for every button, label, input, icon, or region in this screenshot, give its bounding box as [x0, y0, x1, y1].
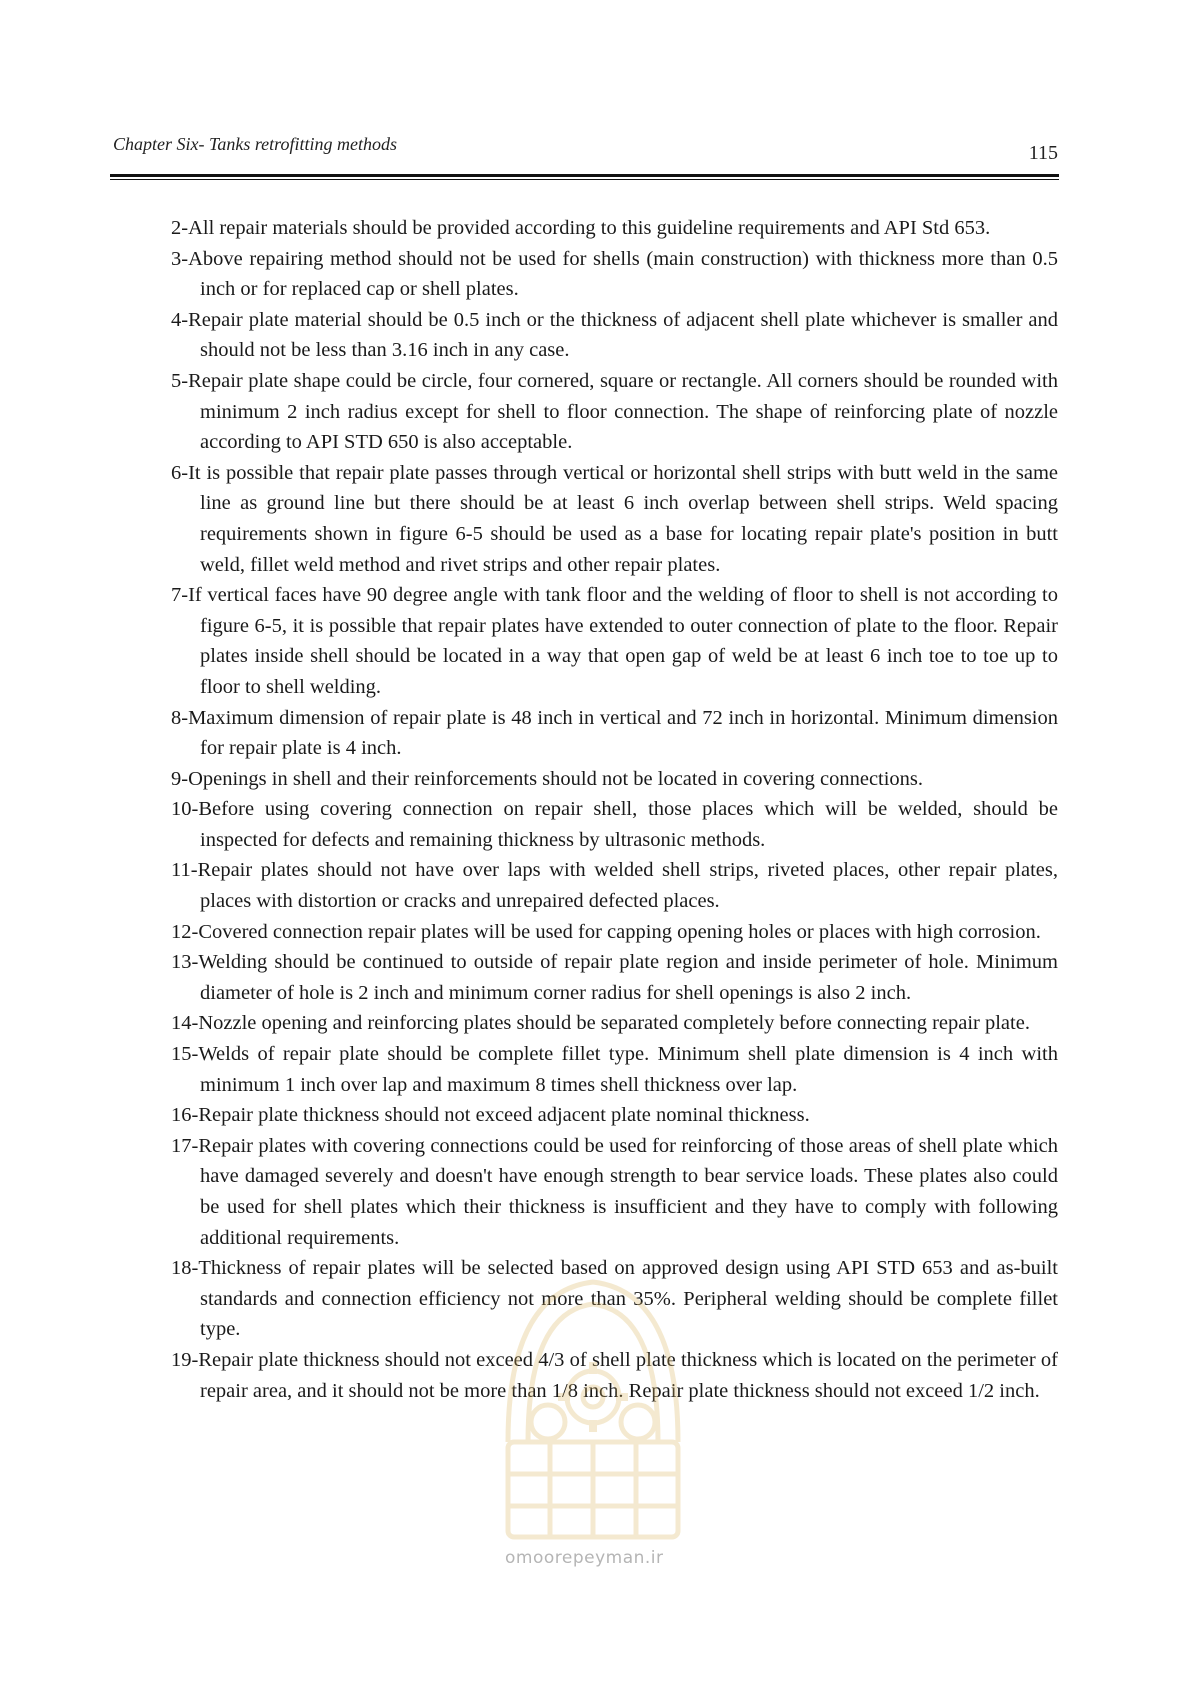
list-item: 2-All repair materials should be provided according to this guideline requirements and API Std 653.	[171, 217, 991, 239]
list-item: 7-If vertical faces have 90 degree angle with tank floor and the welding of floor to shell is not according to figure 6-5, it is possible that repair plates have extended to outer connection of plate to the floor. Repair plates inside shell should be located in a way that open gap of weld be at least 6 inch toe to toe up to floor to shell welding.	[171, 584, 1058, 698]
list-item: 5-Repair plate shape could be circle, four cornered, square or rectangle. All corners should be rounded with minimum 2 inch radius except for shell to floor connection. The shape of reinforcing plate of nozzle according to API STD 650 is also acceptable.	[171, 369, 1058, 454]
running-header	[113, 134, 1058, 174]
list-item: 14-Nozzle opening and reinforcing plates should be separated completely before connecting repair plate.	[171, 1012, 1030, 1035]
list-item: 15-Welds of repair plate should be complete fillet type. Minimum shell plate dimension is 4 inch with minimum 1 inch over lap and maximum 8 times shell thickness over lap.	[171, 1043, 1058, 1096]
list-item: 4-Repair plate material should be 0.5 inch or the thickness of adjacent shell plate whichever is smaller and should not be less than 3.16 inch in any case.	[171, 308, 1058, 362]
header-rule-thick	[110, 174, 1059, 177]
list-item: 8-Maximum dimension of repair plate is 48 inch in vertical and 72 inch in horizontal. Minimum dimension for repair plate is 4 inch.	[171, 706, 1058, 760]
list-item: 13-Welding should be continued to outside of repair plate region and inside perimeter of hole. Minimum diameter of hole is 2 inch and minimum corner radius for shell openings is also 2 inch.	[171, 951, 1058, 1004]
list-item: 10-Before using covering connection on repair shell, those places which will be welded, should be inspected for defects and remaining thickness by ultrasonic methods.	[171, 798, 1058, 851]
requirements-list	[171, 213, 1058, 1406]
list-item: 19-Repair plate thickness should not exceed 4/3 of shell plate thickness which is located on the perimeter of repair area, and it should not be more than 1/8 inch. Repair plate thickness should not exceed 1/2 inch.	[171, 1348, 1058, 1402]
list-item: 17-Repair plates with covering connections could be used for reinforcing of those areas of shell plate which have damaged severely and doesn't have enough strength to bear service loads. These plates also could be used for shell plates which their thickness is insufficient and they have to comply with following additional requirements.	[171, 1134, 1058, 1249]
list-item: 11-Repair plates should not have over laps with welded shell strips, riveted places, other repair plates, places with distortion or cracks and unrepaired defected places.	[171, 859, 1058, 913]
list-item: 12-Covered connection repair plates will be used for capping opening holes or places with high corrosion.	[171, 920, 1041, 943]
list-item: 6-It is possible that repair plate passes through vertical or horizontal shell strips with butt weld in the same line as ground line but there should be at least 6 inch overlap between shell strips. Weld spacing requirements shown in figure 6-5 should be used as a base for locating repair plate's position in butt weld, fillet weld method and rivet strips and other repair plates.	[171, 461, 1058, 576]
list-item: 9-Openings in shell and their reinforcements should not be located in covering connections.	[171, 767, 924, 790]
chapter-title: Chapter Six- Tanks retrofitting methods	[113, 134, 398, 154]
page-number: 115	[1028, 142, 1058, 164]
header-rule-thin	[110, 179, 1059, 180]
list-item: 3-Above repairing method should not be used for shells (main construction) with thickness more than 0.5 inch or for replaced cap or shell plates.	[171, 247, 1058, 301]
watermark-text: omoorepeyman.ir	[505, 1548, 664, 1568]
list-item: 16-Repair plate thickness should not exceed adjacent plate nominal thickness.	[171, 1104, 810, 1127]
list-item: 18-Thickness of repair plates will be selected based on approved design using API STD 653 and as-built standards and connection efficiency not more than 35%. Peripheral welding should be complete fillet type.	[171, 1257, 1058, 1341]
